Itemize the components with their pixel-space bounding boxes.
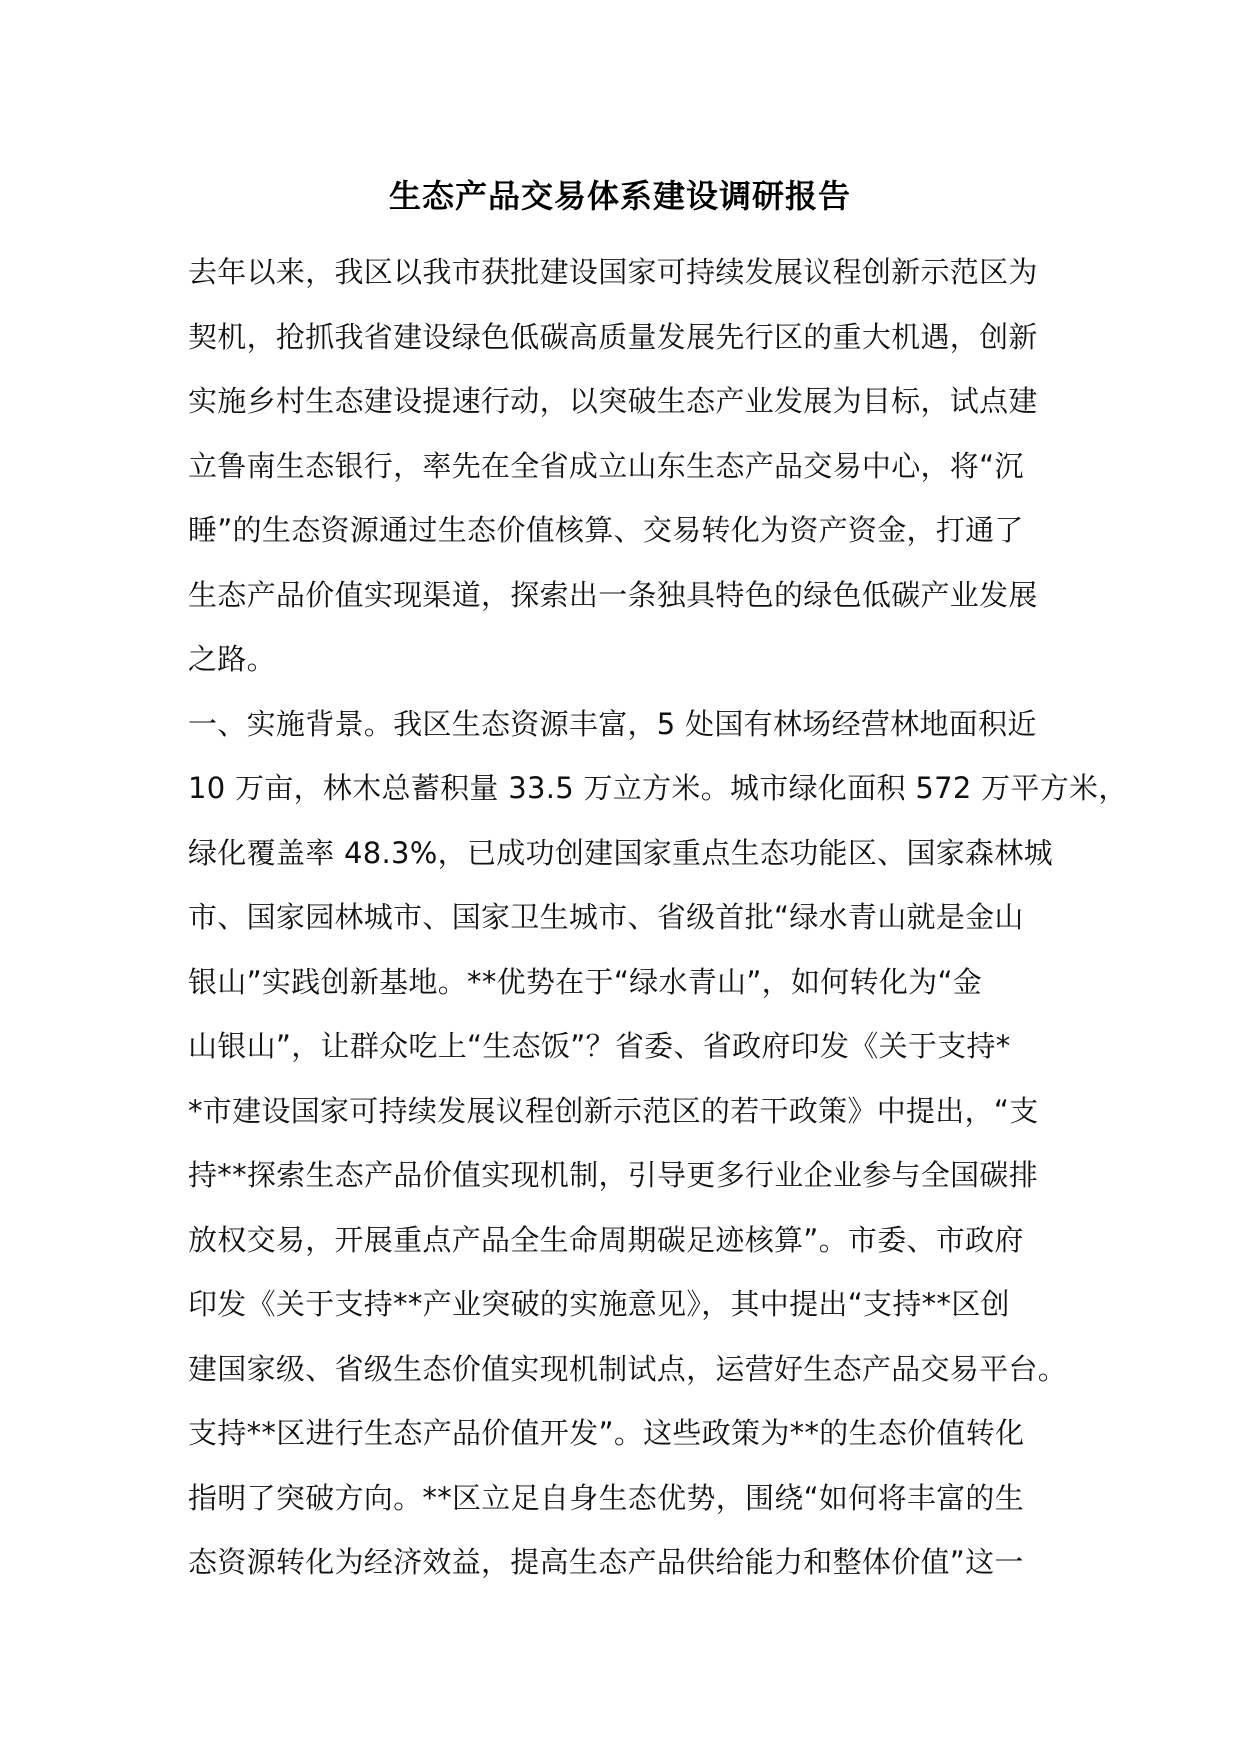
text-line: 契机，抢抓我省建设绿色低碳高质量发展先行区的重大机遇，创新 <box>188 319 1038 354</box>
text-line: 绿化覆盖率 48.3%，已成功创建国家重点生态功能区、国家森林城 <box>188 835 1053 870</box>
text-line: 之路。 <box>188 642 276 676</box>
text-line: *市建设国家可持续发展议程创新示范区的若干政策》中提出，“支 <box>188 1093 1039 1128</box>
text-line: 建国家级、省级生态价值实现机制试点，运营好生态产品交易平台。 <box>188 1351 1068 1386</box>
text-line: 持**探索生态产品价值实现机制，引导更多行业企业参与全国碳排 <box>188 1158 1039 1192</box>
text-line: 指明了突破方向。**区立足自身生态优势，围绕“如何将丰富的生 <box>188 1480 1025 1515</box>
text-line: 立鲁南生态银行，率先在全省成立山东生态产品交易中心，将“沉 <box>188 448 1024 483</box>
text-line: 10 万亩，林木总蓄积量 33.5 万立方米。城市绿化面积 572 万平方米， <box>188 771 1128 805</box>
text-line: 山银山”，让群众吃上“生态饭”？省委、省政府印发《关于支持* <box>188 1029 1011 1063</box>
text-line: 去年以来，我区以我市获批建设国家可持续发展议程创新示范区为 <box>188 255 1038 289</box>
text-line: 印发《关于支持**产业突破的实施意见》，其中提出“支持**区创 <box>188 1287 1010 1321</box>
text-line: 态资源转化为经济效益，提高生态产品供给能力和整体价值”这一 <box>188 1545 1024 1579</box>
text-line: 生态产品价值实现渠道，探索出一条独具特色的绿色低碳产业发展 <box>188 577 1038 612</box>
page-title: 生态产品交易体系建设调研报告 <box>388 177 851 215</box>
text-line: 市、国家园林城市、国家卫生城市、省级首批“绿水青山就是金山 <box>188 900 1024 934</box>
text-line: 支持**区进行生态产品价值开发”。这些政策为**的生态价值转化 <box>188 1416 1025 1450</box>
text-line: 放权交易，开展重点产品全生命周期碳足迹核算”。市委、市政府 <box>188 1222 1024 1257</box>
section-heading-line: 一、实施背景。我区生态资源丰富，5 处国有林场经营林地面积近 <box>188 706 1037 741</box>
text-line: 实施乡村生态建设提速行动，以突破生态产业发展为目标，试点建 <box>188 384 1038 418</box>
text-line: 睡”的生态资源通过生态价值核算、交易转化为资产资金，打通了 <box>188 513 1024 547</box>
text-line: 银山”实践创新基地。**优势在于“绿水青山”，如何转化为“金 <box>188 964 983 999</box>
body-text <box>188 240 1128 1595</box>
